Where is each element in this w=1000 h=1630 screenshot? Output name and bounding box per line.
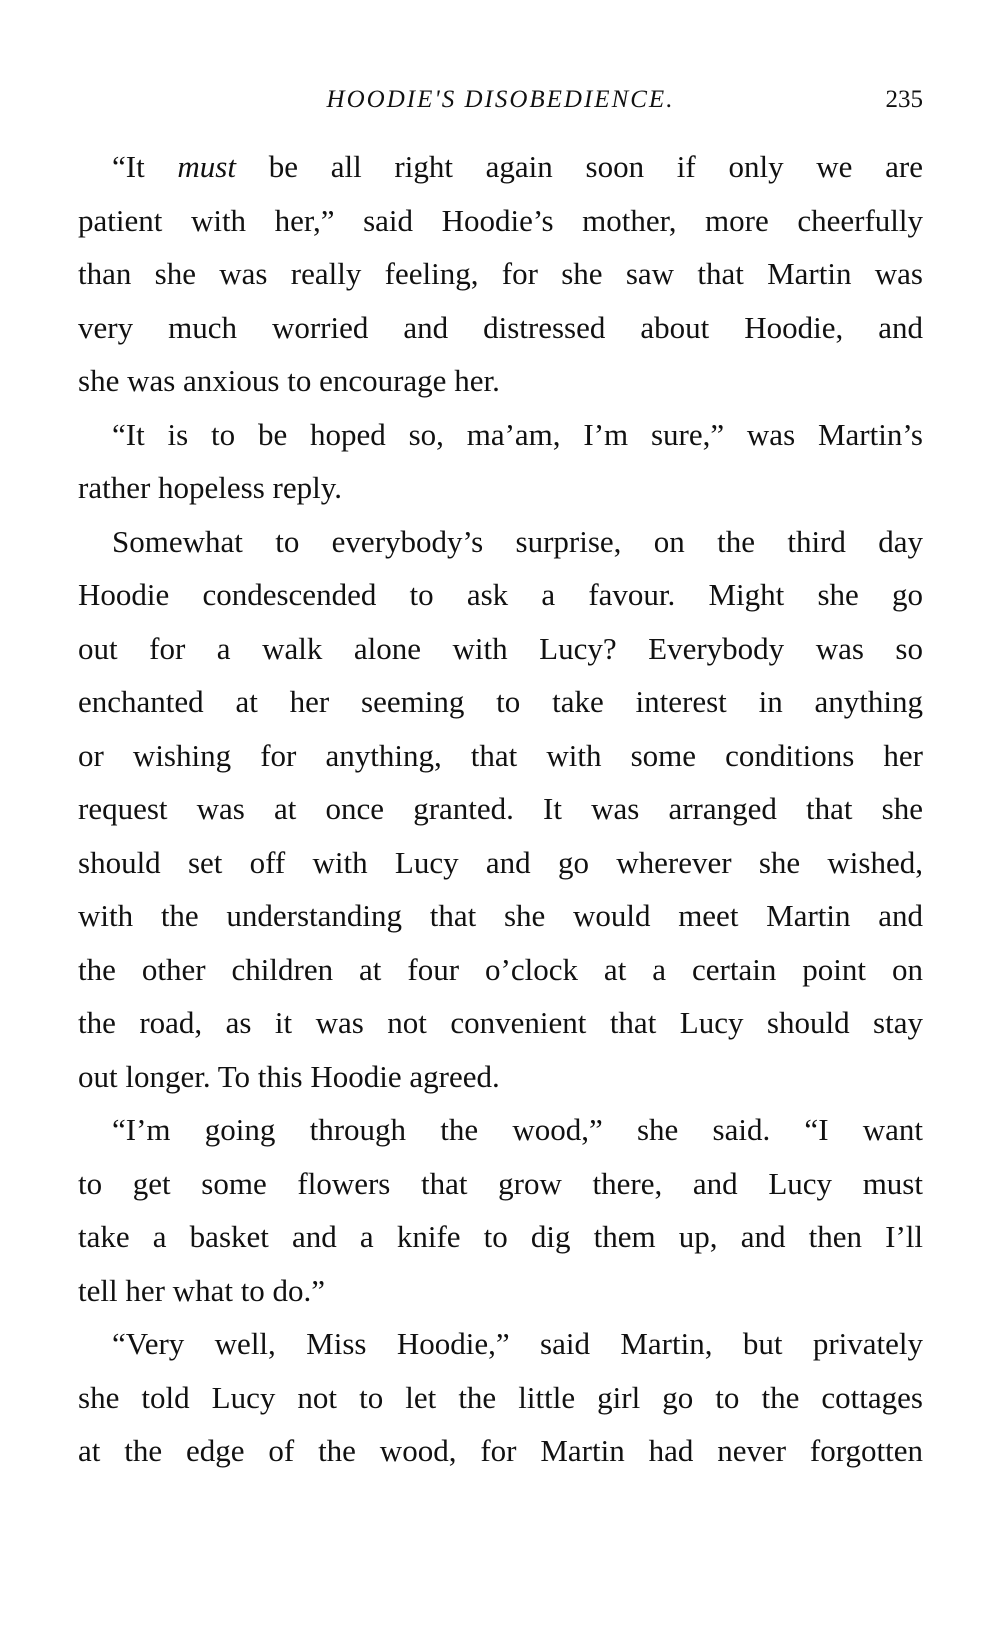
text-line: take a basket and a knife to dig them up, and then I’ll	[78, 1219, 923, 1254]
text-line: with the understanding that she would meet Martin and	[78, 898, 923, 933]
text-line: the other children at four o’clock at a certain point on	[78, 951, 923, 987]
text-line: out longer. To this Hoodie agreed.	[78, 1058, 500, 1094]
text-line: “Very well, Miss Hoodie,” said Martin, but privately	[112, 1326, 923, 1361]
text-line: very much worried and distressed about Hoodie, and	[78, 309, 923, 345]
text-line: “I’m going through the wood,” she said. “I want	[112, 1112, 923, 1147]
body-text	[78, 140, 923, 1478]
text-line: “It must be all right again soon if only we are	[112, 149, 923, 184]
page-number: 235	[885, 86, 923, 113]
text-line: should set off with Lucy and go wherever she wished,	[78, 844, 923, 880]
text-line: or wishing for anything, that with some conditions her	[78, 737, 923, 773]
text-line: tell her what to do.”	[78, 1272, 326, 1308]
text-line: Somewhat to everybody’s surprise, on the third day	[112, 523, 923, 559]
text-line: rather hopeless reply.	[78, 470, 342, 505]
text-line: at the edge of the wood, for Martin had never forgotten	[78, 1433, 923, 1468]
running-title: HOODIE'S DISOBEDIENCE.	[326, 86, 675, 113]
text-line: Hoodie condescended to ask a favour. Might she go	[78, 577, 923, 612]
text-line: out for a walk alone with Lucy? Everybody was so	[78, 630, 923, 666]
text-line: enchanted at her seeming to take interest in anything	[78, 684, 923, 719]
text-line: she told Lucy not to let the little girl go to the cottages	[78, 1379, 923, 1415]
text-line: to get some flowers that grow there, and Lucy must	[78, 1165, 923, 1201]
emphasis: must	[177, 149, 236, 184]
text-line: “It is to be hoped so, ma’am, I’m sure,” was Martin’s	[112, 416, 923, 452]
text-line: request was at once granted. It was arranged that she	[78, 791, 923, 826]
text-line: she was anxious to encourage her.	[78, 363, 500, 398]
running-head	[78, 86, 923, 122]
text-line: the road, as it was not convenient that Lucy should stay	[78, 1005, 923, 1040]
text-line: than she was really feeling, for she saw that Martin was	[78, 256, 923, 291]
text-line: patient with her,” said Hoodie’s mother, more cheerfully	[78, 202, 923, 238]
